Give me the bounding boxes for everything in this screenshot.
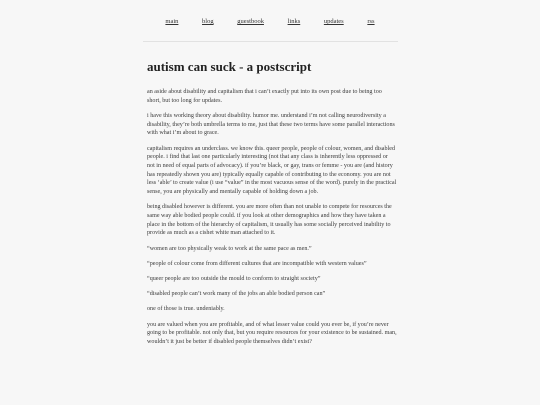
post-quote: “people of colour come from different cultures that are incompatible with western values”: [147, 260, 367, 267]
post-quote: “disabled people can’t work many of the jobs an able bodied person can”: [147, 291, 326, 298]
post-paragraph: capitalism requires an underclass. we know this. queer people, people of colour, women, and disabled people. i find that last one particularly interesting (not that any class is inherently less oppressed or not in need of equal parts of advocacy). if you’re black, or gay, trans or femme - you are (and history has repeatedly shown you are) typically equally capable of contributing to the economy. you are not less ‘able’ to create value (i use “value” in the most vacuous sense of the word). purely in the practical sense, you are physically and mentally capable of holding down a job.: [147, 145, 397, 196]
post-paragraph: being disabled however is different. you are more often than not unable to compete for resources the same way able bodied people could. if you look at other demographics and how they have taken a place in the bottom of the hierarchy of capitalism, it usually has some socially perceived inability to provide as much as a cishet white man attached to it.: [147, 204, 392, 237]
nav-link-links[interactable]: links: [287, 18, 301, 25]
nav-link-blog[interactable]: blog: [202, 18, 214, 25]
header-divider: [143, 41, 398, 42]
post-quote: “queer people are too outside the mould to conform to straight society”: [147, 275, 321, 282]
post-paragraph: you are valued when you are profitable, and of what lesser value could you ever be, if you’re never going to be profitable. not only that, but you require resources for your existence to be sustained. man, wouldn’t it just be better if disabled people themselves didn’t exist?: [147, 321, 397, 345]
post-quote: “women are too physically weak to work at the same pace as men.”: [147, 245, 312, 252]
post-paragraph: i have this working theory about disability. humor me. understand i’m not calling neurodiversity a disability, they’re both umbrella terms to me, just that these two terms have some parallel interactions with what i’m about to grace.: [147, 112, 395, 137]
blog-post: [147, 58, 397, 353]
post-paragraph: one of those is true. undeniably.: [147, 306, 225, 313]
nav-link-updates[interactable]: updates: [323, 18, 344, 25]
post-title: autism can suck - a postscript: [147, 59, 312, 74]
post-paragraph: an aside about disability and capitalism that i can’t exactly put into its own post due to being too short, but too long for updates.: [147, 89, 382, 104]
nav-link-guestbook[interactable]: guestbook: [237, 18, 264, 25]
top-navigation: [0, 16, 540, 28]
nav-link-main[interactable]: main: [165, 18, 179, 25]
nav-link-rss[interactable]: rss: [367, 18, 375, 25]
